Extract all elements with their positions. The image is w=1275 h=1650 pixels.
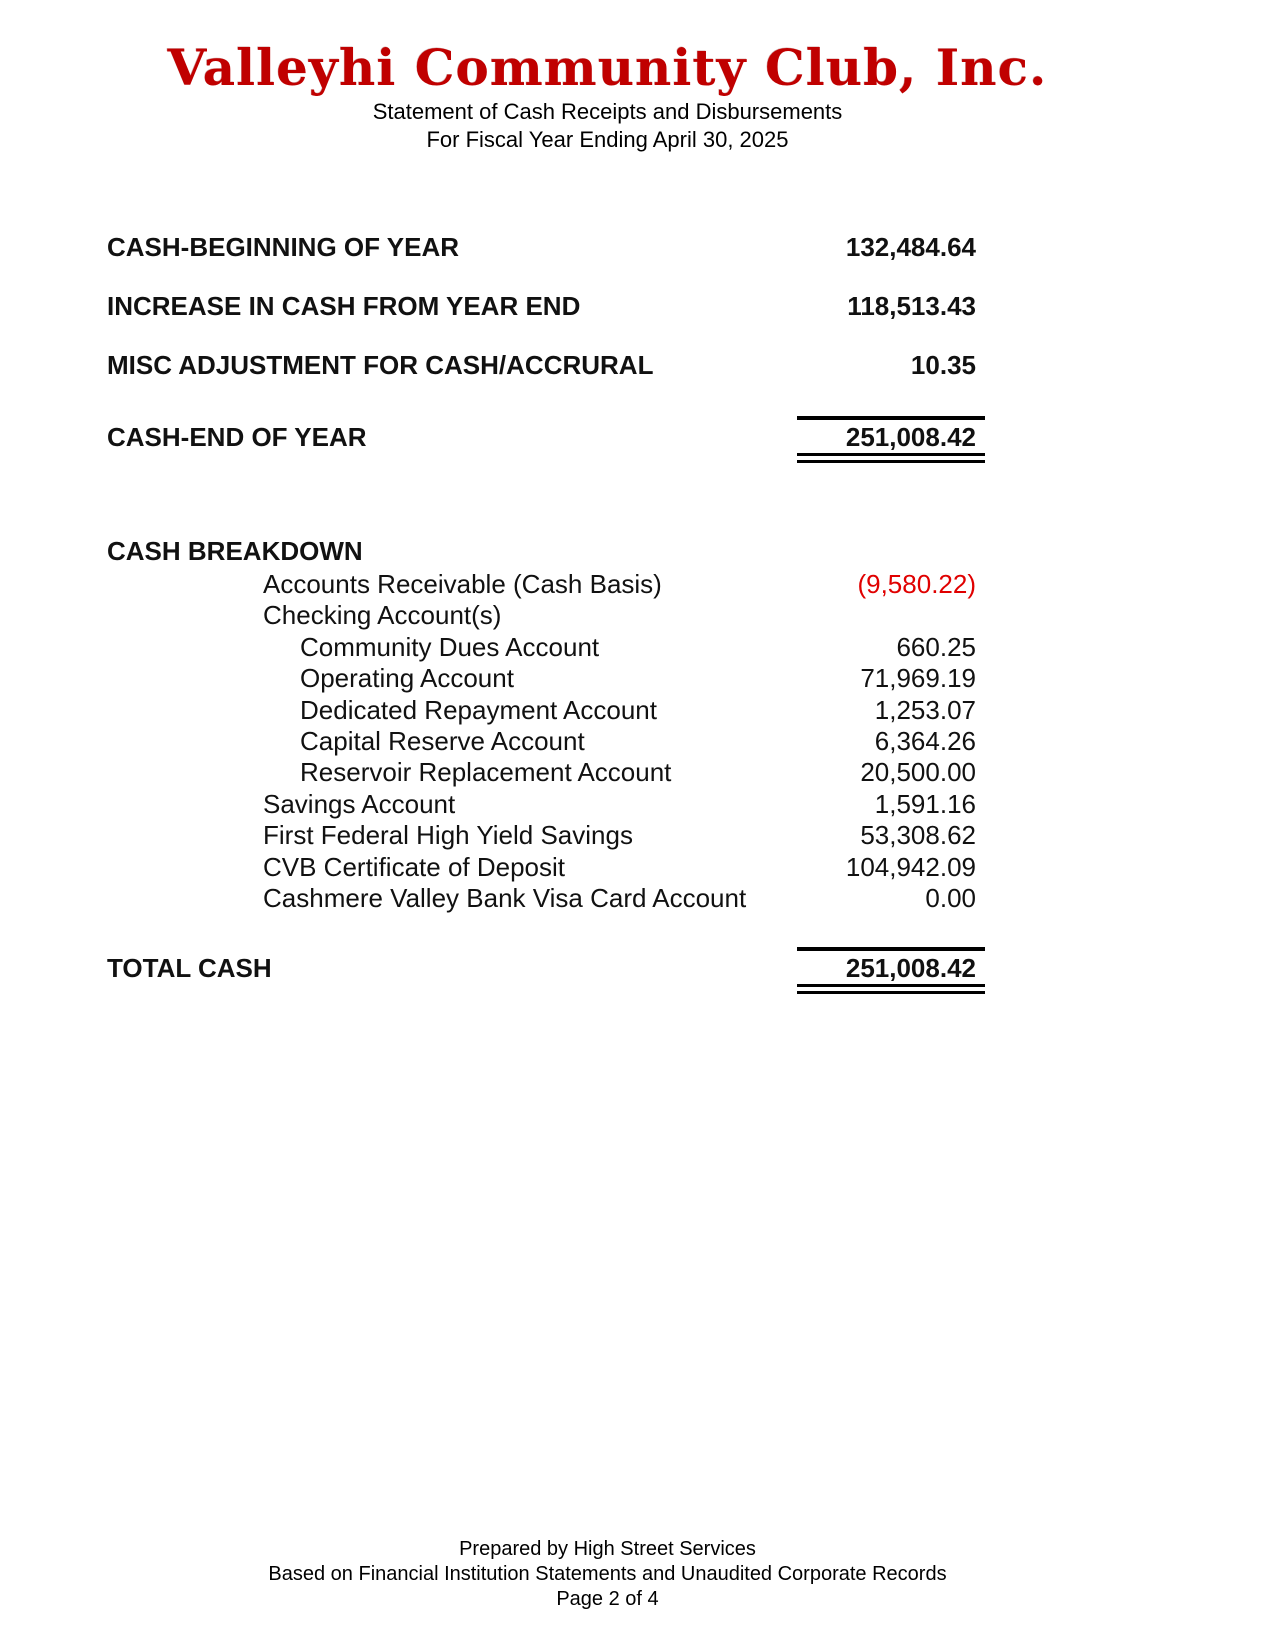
row-label: Community Dues Account [300, 631, 600, 662]
footer-prepared-by: Prepared by High Street Services [459, 1538, 756, 1560]
row-amount: 20,500.00 [860, 757, 976, 788]
row-label: Checking Account(s) [263, 600, 502, 631]
cash-breakdown-list [107, 570, 985, 915]
row-amount: 660.25 [896, 631, 976, 662]
row-amount: 104,942.09 [845, 851, 976, 882]
row-amount: 118,513.43 [847, 291, 976, 321]
row-amount-negative: (9,580.22) [857, 569, 976, 599]
footer-page-number: Page 2 of 4 [556, 1588, 659, 1610]
row-label: TOTAL CASH [107, 953, 272, 983]
row-amount: 6,364.26 [874, 725, 976, 756]
row-amount-ruled: 251,008.42 [797, 947, 985, 994]
footer-basis-note: Based on Financial Institution Statements and Unaudited Corporate Records [268, 1563, 947, 1585]
row-amount: 71,969.19 [860, 663, 976, 694]
list-item-accounts-receivable [107, 570, 985, 601]
total-row-cash-end-of-year [107, 416, 985, 463]
summary-row-misc-adjustment [107, 352, 985, 379]
row-amount: 1,591.16 [874, 788, 976, 819]
document-header [0, 38, 1215, 154]
row-amount: 1,253.07 [874, 694, 976, 725]
summary-row-increase-in-cash [107, 293, 985, 320]
row-label: CASH-END OF YEAR [107, 422, 367, 452]
list-item-savings-account [107, 790, 985, 821]
row-label: Capital Reserve Account [300, 725, 585, 756]
document-subtitle-line2: For Fiscal Year Ending April 30, 2025 [426, 127, 789, 152]
section-heading-cash-breakdown: CASH BREAKDOWN [107, 536, 363, 566]
row-label: Operating Account [300, 663, 514, 694]
list-item-cvb-certificate-of-deposit [107, 853, 985, 884]
list-item-operating-account [107, 664, 985, 695]
row-label: First Federal High Yield Savings [263, 820, 633, 851]
list-item-reservoir-replacement-account [107, 758, 985, 789]
list-item-community-dues-account [107, 633, 985, 664]
summary-row-cash-beginning [107, 234, 985, 261]
total-row-total-cash [107, 947, 985, 994]
list-item-checking-accounts [107, 601, 985, 632]
row-amount-ruled: 251,008.42 [797, 416, 985, 463]
row-label: Reservoir Replacement Account [300, 757, 672, 788]
list-item-cashmere-valley-bank-visa-card [107, 884, 985, 915]
page-footer [0, 1537, 1215, 1612]
list-item-capital-reserve-account [107, 727, 985, 758]
row-label: Accounts Receivable (Cash Basis) [263, 569, 662, 599]
list-item-dedicated-repayment-account [107, 696, 985, 727]
row-label: CVB Certificate of Deposit [263, 851, 566, 882]
row-label: CASH-BEGINNING OF YEAR [107, 232, 459, 262]
page-title: Valleyhi Community Club, Inc. [167, 38, 1048, 97]
list-item-first-federal-high-yield-savings [107, 821, 985, 852]
document-subtitle-line1: Statement of Cash Receipts and Disbursements [372, 99, 843, 124]
row-amount: 10.35 [910, 350, 976, 380]
row-amount: 0.00 [925, 882, 976, 913]
row-label: Savings Account [263, 788, 456, 819]
row-amount: 132,484.64 [845, 232, 976, 262]
row-amount: 53,308.62 [860, 820, 976, 851]
row-label: Cashmere Valley Bank Visa Card Account [263, 882, 747, 913]
row-label: INCREASE IN CASH FROM YEAR END [107, 291, 581, 321]
row-label: MISC ADJUSTMENT FOR CASH/ACCRURAL [107, 350, 654, 380]
row-label: Dedicated Repayment Account [300, 694, 657, 725]
